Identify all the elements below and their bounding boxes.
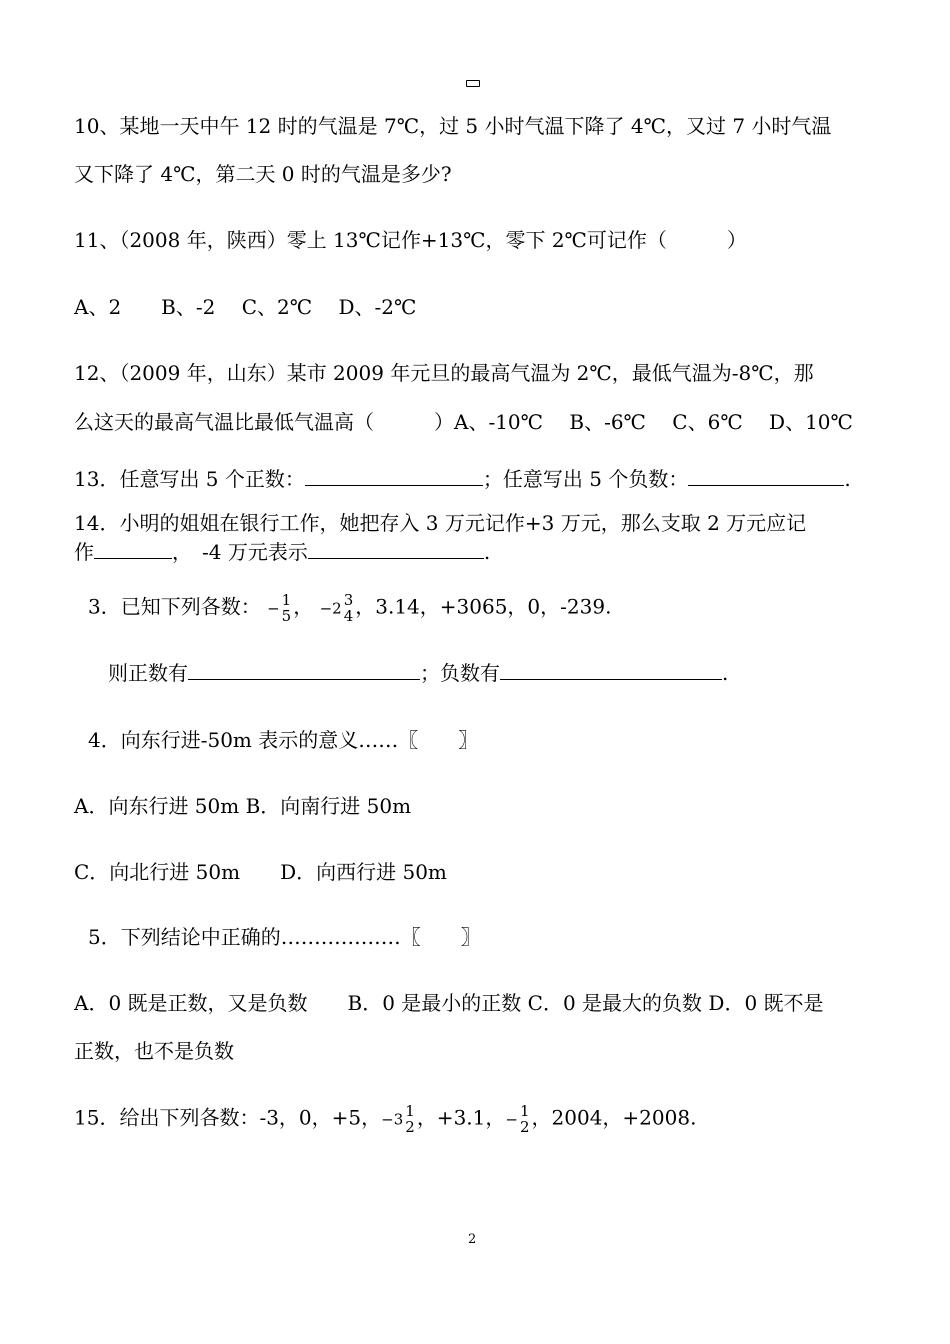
negative-label: ；负数有 — [420, 661, 500, 685]
minus-sign: − — [505, 1110, 518, 1129]
positive-label: 则正数有 — [108, 661, 188, 685]
answer-blank-positives[interactable] — [188, 661, 420, 680]
question-11: 11、（2008 年，陕西）零上 13℃记作+13℃，零下 2℃可记作（ ） — [74, 228, 747, 252]
fraction-one-half — [520, 1103, 530, 1135]
question-14-line-1: 14．小明的姐姐在银行工作，她把存入 3 万元记作+3 万元，那么支取 2 万元应记 — [74, 511, 807, 535]
question-13-prefix: 13．任意写出 5 个正数： — [74, 467, 305, 491]
fraction-numerator: 1 — [281, 591, 292, 609]
question-15-end: ，2004，+2008. — [531, 1105, 697, 1130]
question-5-options-line-1: A．0 既是正数，又是负数 B．0 是最小的正数 C．0 是最大的负数 D．0 既不是 — [74, 991, 824, 1015]
answer-blank-positive[interactable] — [305, 467, 483, 486]
mixed-number-whole: −3 — [381, 1110, 404, 1129]
answer-blank-negatives[interactable] — [500, 661, 722, 680]
question-12-line-2: 么这天的最高气温比最低气温高（ ）A、-10℃ B、-6℃ C、6℃ D、10℃ — [74, 410, 853, 434]
question-14-end: . — [483, 540, 491, 564]
fraction-one-half — [405, 1103, 415, 1135]
question-13 — [74, 467, 851, 491]
answer-blank-minus-4[interactable] — [308, 540, 484, 559]
question-15 — [74, 1103, 696, 1135]
fraction-denominator: 2 — [405, 1118, 415, 1136]
fraction-numerator: 1 — [519, 1102, 530, 1120]
fraction-denominator: 2 — [519, 1118, 530, 1136]
page-number: 2 — [468, 1232, 477, 1247]
question-14-middle: ， -4 万元表示 — [172, 540, 308, 564]
answer-blank-negative[interactable] — [688, 467, 844, 486]
question-4: 4．向东行进-50m 表示的意义……〖 〗 — [88, 728, 479, 752]
question-3 — [88, 592, 611, 624]
fraction-numerator: 1 — [405, 1102, 415, 1120]
answer-blank-withdraw[interactable] — [94, 540, 172, 559]
question-14-line-2 — [74, 540, 490, 564]
question-3-prefix: 3．已知下列各数： — [88, 594, 261, 619]
question-13-end: . — [844, 467, 851, 491]
question-11-options: A、2 B、-2 C、2℃ D、-2℃ — [74, 295, 417, 319]
question-12-line-1: 12、（2009 年，山东）某市 2009 年元旦的最高气温为 2℃，最低气温为-8℃，那 — [74, 361, 814, 385]
fraction-denominator: 4 — [343, 607, 354, 625]
fraction-denominator: 5 — [281, 607, 292, 625]
question-10-line-1: 10、某地一天中午 12 时的气温是 7℃，过 5 小时气温下降了 4℃，又过 7 小时气温 — [74, 114, 832, 138]
separator: ， — [293, 594, 314, 619]
fraction-numerator: 3 — [343, 591, 354, 609]
question-3-answer-line — [108, 661, 728, 685]
question-5-options-line-2: 正数，也不是负数 — [74, 1039, 234, 1063]
question-13-middle: ；任意写出 5 个负数： — [482, 467, 689, 491]
mixed-number-whole: −2 — [319, 599, 342, 618]
question-4-options-a-b: A．向东行进 50m B．向南行进 50m — [74, 794, 412, 818]
question-4-options-c-d: C．向北行进 50m D．向西行进 50m — [74, 860, 447, 884]
fraction-three-fourths — [344, 592, 354, 624]
minus-sign: − — [267, 599, 280, 618]
question-3-rest: ，3.14，+3065，0，-239. — [355, 594, 612, 619]
question-15-middle: ，+3.1， — [416, 1105, 506, 1130]
header-mark — [466, 80, 480, 87]
fraction-one-fifth — [282, 592, 292, 624]
question-5: 5．下列结论中正确的………………〖 〗 — [88, 925, 481, 949]
question-10-line-2: 又下降了 4℃，第二天 0 时的气温是多少? — [74, 162, 452, 186]
question-15-prefix: 15．给出下列各数：-3，0，+5， — [74, 1105, 382, 1130]
question-14-prefix: 作 — [74, 540, 94, 564]
answer-line-end: . — [722, 661, 729, 685]
